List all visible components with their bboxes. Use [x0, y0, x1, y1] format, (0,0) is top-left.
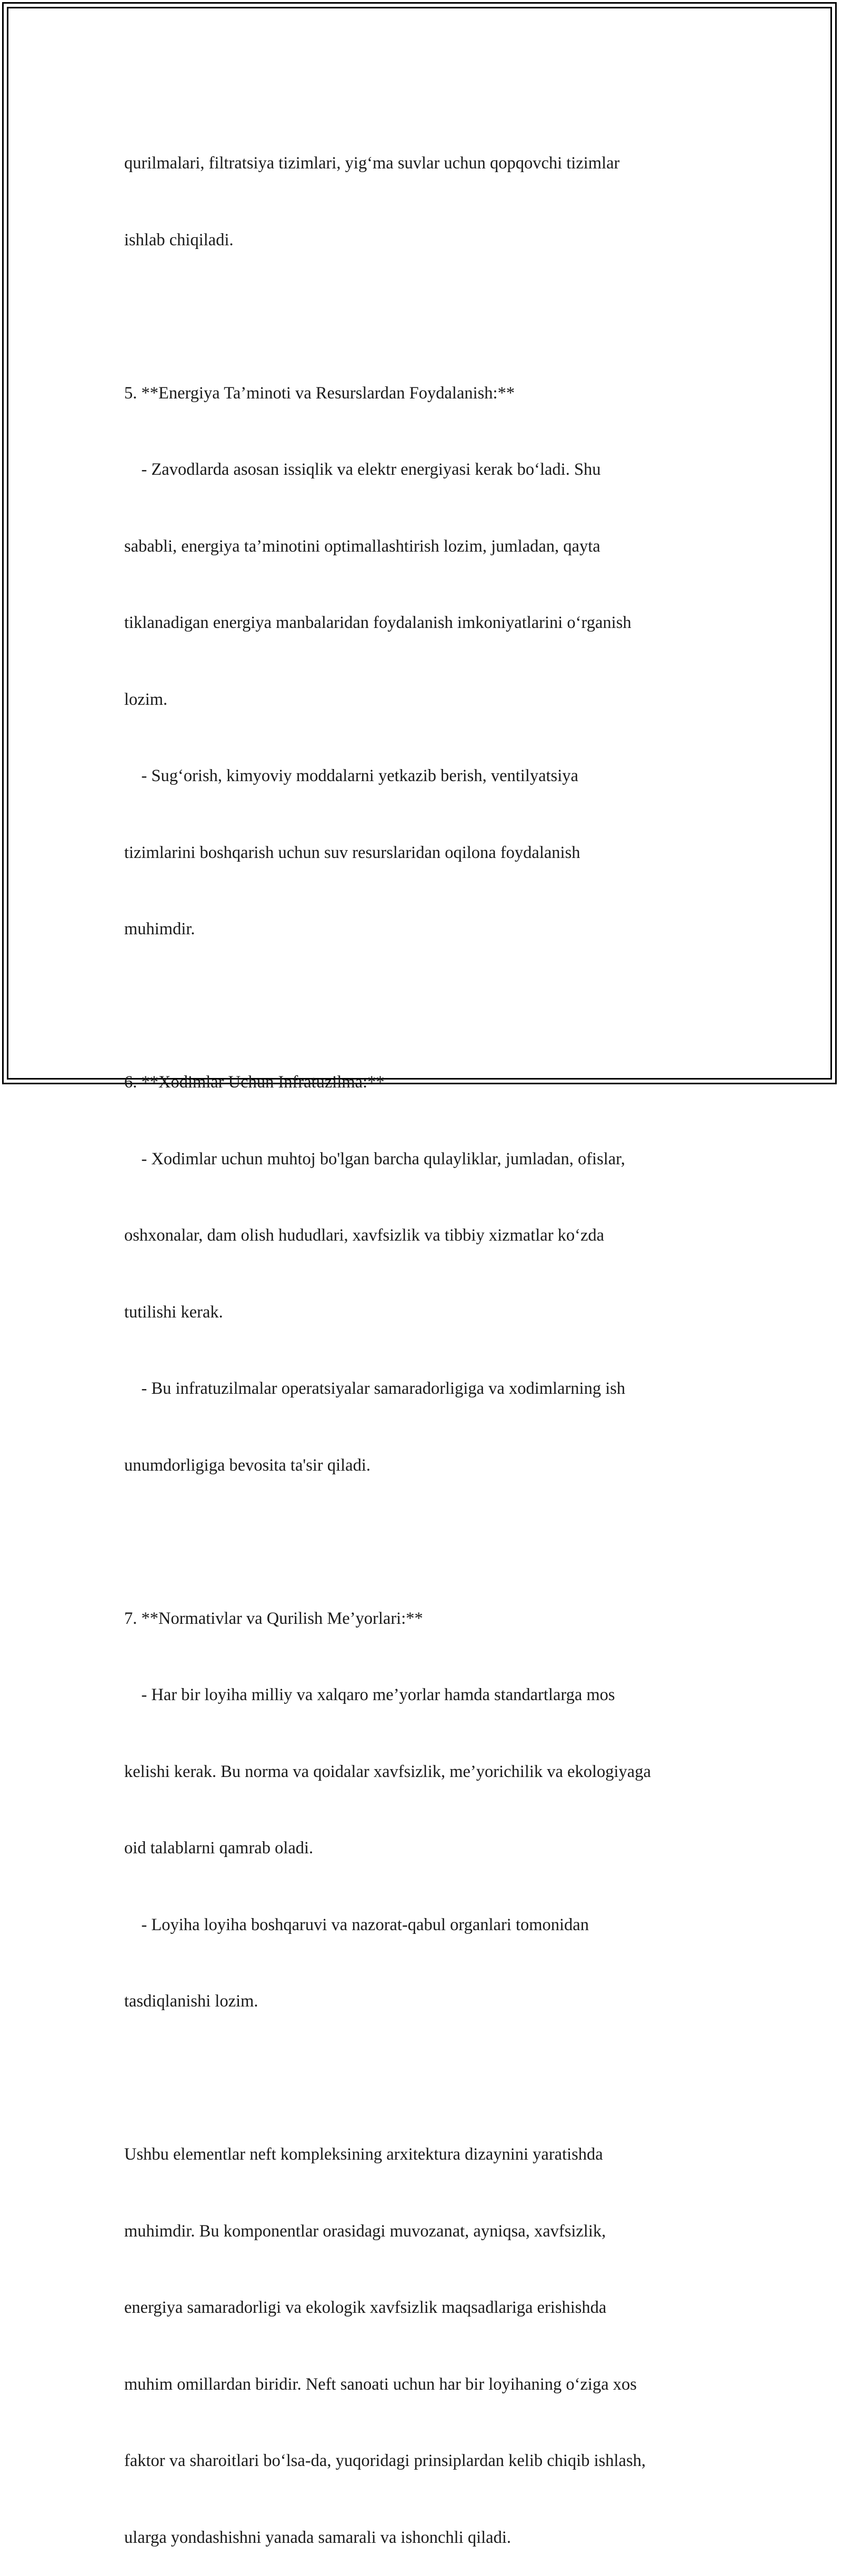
- conclusion-line: muhimdir. Bu komponentlar orasidagi muvozanat, ayniqsa, xavfsizlik,: [124, 2221, 606, 2241]
- text-line: muhimdir.: [124, 920, 195, 938]
- text-line: - Har bir loyiha milliy va xalqaro me’yorlar hamda standartlarga mos: [124, 1685, 615, 1704]
- document-body: [124, 99, 729, 2576]
- conclusion-line: ularga yondashishni yanada samarali va ishonchli qiladi.: [124, 2528, 511, 2547]
- text-line: tasdiqlanishi lozim.: [124, 1992, 258, 2011]
- section-heading: 7. **Normativlar va Qurilish Me’yorlari:**: [124, 1609, 423, 1628]
- text-line: ishlab chiqiladi.: [124, 230, 234, 249]
- text-line: lozim.: [124, 690, 168, 709]
- section-heading: 6. **Xodimlar Uchun Infratuzilma:**: [124, 1073, 385, 1092]
- text-line: tizimlarini boshqarish uchun suv resurslaridan oqilona foydalanish: [124, 843, 580, 862]
- text-line: sababli, energiya ta’minotini optimallashtirish lozim, jumladan, qayta: [124, 536, 600, 556]
- text-line: oid talablarni qamrab oladi.: [124, 1839, 314, 1858]
- blank-line: [124, 993, 729, 1019]
- text-line: oshxonalar, dam olish hududlari, xavfsizlik va tibbiy xizmatlar ko‘zda: [124, 1226, 605, 1245]
- text-line: unumdorligiga bevosita ta'sir qiladi.: [124, 1455, 370, 1475]
- blank-line: [124, 2065, 729, 2091]
- conclusion-line: energiya samaradorligi va ekologik xavfsizlik maqsadlariga erishishda: [124, 2298, 607, 2317]
- conclusion-line: Ushbu elementlar neft kompleksining arxitektura dizaynini yaratishda: [124, 2145, 603, 2164]
- text-line: - Bu infratuzilmalar operatsiyalar samaradorligiga va xodimlarning ish: [124, 1379, 626, 1398]
- conclusion-line: muhim omillardan biridir. Neft sanoati uchun har bir loyihaning o‘ziga xos: [124, 2374, 637, 2394]
- text-line: tutilishi kerak.: [124, 1302, 223, 1322]
- blank-line: [124, 1529, 729, 1555]
- text-line: - Zavodlarda asosan issiqlik va elektr energiyasi kerak bo‘ladi. Shu: [124, 460, 601, 479]
- text-line: qurilmalari, filtratsiya tizimlari, yig‘ma suvlar uchun qopqovchi tizimlar: [124, 154, 620, 173]
- text-line: kelishi kerak. Bu norma va qoidalar xavfsizlik, me’yorichilik va ekologiyaga: [124, 1762, 651, 1781]
- text-line: - Sug‘orish, kimyoviy moddalarni yetkazib berish, ventilyatsiya: [124, 766, 578, 785]
- conclusion-line: faktor va sharoitlari bo‘lsa-da, yuqoridagi prinsiplardan kelib chiqib ishlash,: [124, 2451, 646, 2470]
- text-line: tiklanadigan energiya manbalaridan foydalanish imkoniyatlarini o‘rganish: [124, 613, 632, 632]
- text-line: - Loyiha loyiha boshqaruvi va nazorat-qabul organlari tomonidan: [124, 1915, 589, 1934]
- text-line: - Xodimlar uchun muhtoj bo'lgan barcha qulayliklar, jumladan, ofislar,: [124, 1149, 625, 1169]
- section-heading: 5. **Energiya Ta’minoti va Resurslardan Foydalanish:**: [124, 383, 515, 403]
- blank-line: [124, 304, 729, 330]
